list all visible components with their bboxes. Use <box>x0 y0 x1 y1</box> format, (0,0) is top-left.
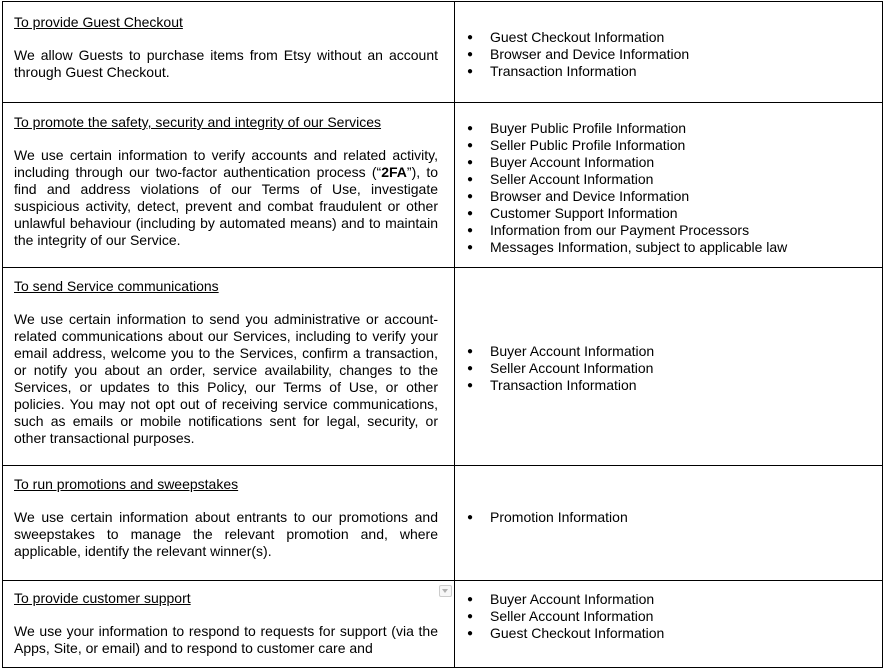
list-item: ● Messages Information, subject to applicable law <box>467 239 787 256</box>
table-row <box>2 267 883 466</box>
purpose-cell <box>2 2 454 102</box>
list-item: ● Transaction Information <box>467 377 654 394</box>
data-categories-list <box>467 120 787 256</box>
data-categories-cell <box>454 581 883 667</box>
column-divider <box>454 1 455 667</box>
purpose-description <box>14 147 438 249</box>
purpose-title: To provide customer support <box>14 590 191 606</box>
purpose-title: To send Service communications <box>14 278 219 294</box>
dropdown-arrow-icon[interactable] <box>439 585 452 597</box>
list-item: ● Seller Account Information <box>467 171 787 188</box>
purpose-cell <box>2 268 454 466</box>
list-item: ● Browser and Device Information <box>467 188 787 205</box>
list-item: ● Guest Checkout Information <box>467 29 689 46</box>
table-row <box>2 465 883 581</box>
list-item: ● Buyer Account Information <box>467 591 664 608</box>
purpose-title: To run promotions and sweepstakes <box>14 476 239 492</box>
list-item: ● Buyer Public Profile Information <box>467 120 787 137</box>
list-item: ● Customer Support Information <box>467 205 787 222</box>
description-bold-term: 2FA <box>381 164 407 180</box>
list-item: ● Transaction Information <box>467 63 689 80</box>
purpose-cell <box>2 466 454 581</box>
data-categories-list <box>467 29 689 80</box>
table-border-right <box>882 1 883 667</box>
purpose-title: To promote the safety, security and integrity of our Services <box>14 114 382 130</box>
list-item: ● Buyer Account Information <box>467 343 654 360</box>
table-row <box>2 1 883 102</box>
table-row <box>2 580 883 668</box>
purpose-cell <box>2 103 454 268</box>
description-text: We use certain information to verify accounts and related activity, including through our two-factor authentication process (“ <box>14 147 438 180</box>
purpose-title: To provide Guest Checkout <box>14 14 183 30</box>
data-categories-cell <box>454 268 883 466</box>
data-categories-cell <box>454 466 883 581</box>
data-categories-list <box>467 509 628 526</box>
purpose-description: We use your information to respond to requests for support (via the Apps, Site, or email) and to respond to customer care and <box>14 623 438 656</box>
list-item: ● Promotion Information <box>467 509 628 526</box>
data-categories-cell <box>454 2 883 102</box>
list-item: ● Information from our Payment Processors <box>467 222 787 239</box>
list-item: ● Seller Account Information <box>467 360 654 377</box>
table-row <box>2 102 883 268</box>
purpose-description: We use certain information to send you administrative or account-related communications about our Services, including to verify your email address, welcome you to the Services, confirm a transaction, or notify you about an order, service availability, changes to the Services, or updates to this Policy, our Terms of Use, or other policies. You may not opt out of receiving service communications, such as emails or mobile notifications sent for legal, security, or other transactional purposes. <box>14 311 438 446</box>
list-item: ● Seller Account Information <box>467 608 664 625</box>
table-border-left <box>2 1 3 667</box>
purpose-cell <box>2 581 454 667</box>
list-item: ● Seller Public Profile Information <box>467 137 787 154</box>
list-item: ● Buyer Account Information <box>467 154 787 171</box>
data-categories-list <box>467 343 654 394</box>
data-categories-cell <box>454 103 883 268</box>
list-item: ● Browser and Device Information <box>467 46 689 63</box>
data-categories-list <box>467 591 664 642</box>
purpose-description: We use certain information about entrants to our promotions and sweepstakes to manage the relevant promotion and, where applicable, identify the relevant winner(s). <box>14 509 438 559</box>
list-item: ● Guest Checkout Information <box>467 625 664 642</box>
description-text: ”), to find and address violations of our Terms of Use, investigate suspicious activity, detect, prevent and combat fraudulent or other unlawful behaviour (including by automated means) and to maintain the integrity of our Service. <box>14 164 439 248</box>
purposes-table <box>2 1 883 667</box>
purpose-description: We allow Guests to purchase items from Etsy without an account through Guest Checkout. <box>14 47 438 80</box>
